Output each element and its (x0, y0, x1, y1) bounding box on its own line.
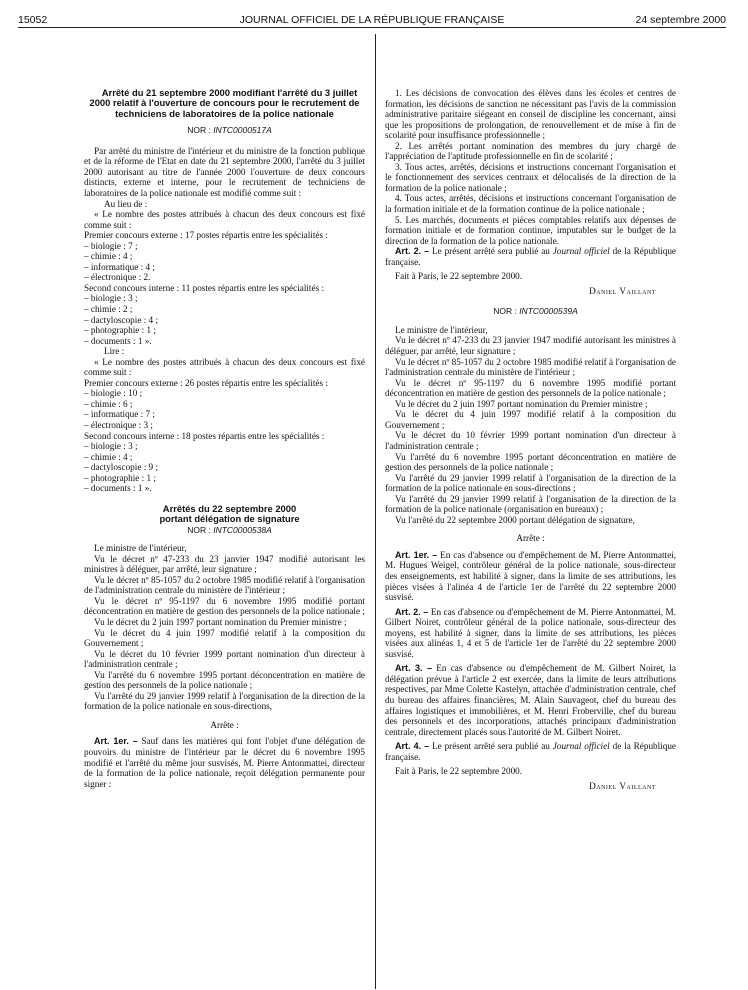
visa-item: Vu le décret du 2 juin 1997 portant nomination du Premier ministre ; (395, 398, 648, 409)
visa-item: Vu l'arrêté du 22 septembre 2000 portant délégation de signature, (395, 514, 635, 525)
article-1 (385, 550, 676, 603)
list-item: – dactyloscopie : 4 ; (84, 314, 158, 325)
article-label: Art. 2. – (395, 606, 429, 617)
list-item: – chimie : 6 ; (84, 398, 133, 409)
minister-line: Le ministre de l'intérieur, (395, 324, 488, 335)
article-text: de la République française. (385, 246, 677, 267)
internal-contest: Second concours interne : 11 postes répartis entre les spécialités : (84, 282, 324, 293)
nor-label: NOR : (187, 524, 214, 535)
minister-line: Le ministre de l'intérieur, (94, 543, 187, 554)
signature: Daniel Vaillant (589, 285, 656, 296)
list-item: – chimie : 4 ; (84, 451, 133, 462)
left-column (84, 88, 365, 789)
visa-item: Vu l'arrêté du 6 novembre 1995 portant déconcentration en matière de gestion des personnels de la police nationale ; (84, 669, 365, 691)
specialty-list (84, 388, 365, 430)
article-1 (84, 736, 365, 789)
delegation-item: 2. Les arrêtés portant nomination des membres du jury chargé de l'appréciation de l'aptitude professionnelle en fin de scolarité ; (385, 140, 676, 162)
journal-name: Journal officiel (552, 741, 610, 752)
delegation-item: 5. Les marchés, documents et pièces comptables relatifs aux dépenses de formation initiale et de formation continue, imputables sur le budget de la direction de la formation de la police nationale. (385, 214, 676, 246)
nor-reference (84, 125, 365, 136)
visa-list (84, 554, 365, 712)
delegation-item: 3. Tous actes, arrêtés, décisions et instructions concernant l'organisation et le fonctionnement des services centraux et délocalisés de la direction de la formation de la police nationale ; (385, 161, 676, 193)
article-3 (385, 663, 676, 737)
nor-code: INTC0000517A (213, 125, 272, 136)
nor-code: INTC0000538A (213, 524, 272, 535)
list-item: – dactyloscopie : 9 ; (84, 462, 158, 473)
decree-subtitle: portant délégation de signature (159, 513, 300, 525)
nor-label: NOR : (187, 125, 214, 136)
fait-line: Fait à Paris, le 22 septembre 2000. (395, 271, 523, 282)
column-divider (375, 34, 376, 989)
list-item: – documents : 1 ». (84, 335, 152, 346)
article-4 (385, 741, 676, 762)
decree-title: Arrêtés du 22 septembre 2000 (162, 502, 297, 514)
signature: Daniel Vaillant (589, 780, 656, 791)
nor-code: INTC0000539A (519, 306, 578, 317)
delegation-item: 1. Les décisions de convocation des élèves dans les écoles et centres de formation, les décisions de sanction ne nécessitant pas l'avis de la commission administrative paritaire siégeant en conseil de discipline les concernant, ainsi que les propositions de prolongation, de renouvellement et de mise à fin de scolarité pour insuffisance professionnelle ; (385, 88, 676, 141)
article-text: En cas d'absence ou d'empêchement de M. Gilbert Noiret, la délégation prévue à l'article 2 est exercée, dans la limite de leurs attributions respectives, par Mme Colette Kastelyn, attachée d'administration centrale, chef du bureau des affaires financières, M. Alain Sauvageot, chef du bureau des affaires logistiques et immobilières, et M. Henri Froberville, chef du bureau des personnels et des incorporations, attachés principaux d'administration centrale, directement placés sous l'autorité de M. Gilbert Noiret. (385, 663, 676, 737)
visa-item: Vu le décret nº 95-1197 du 6 novembre 1995 modifié portant déconcentration en matière de gestion des personnels de la police nationale ; (385, 377, 676, 399)
list-item: – biologie : 3 ; (84, 293, 138, 304)
visa-item: Vu le décret nº 95-1197 du 6 novembre 1995 modifié portant déconcentration en matière de gestion des personnels de la police nationale ; (84, 595, 365, 617)
list-item: – biologie : 7 ; (84, 240, 138, 251)
quote-paragraph: « Le nombre des postes attribués à chacun des deux concours est fixé comme suit : (84, 356, 365, 378)
visa-item: Vu le décret nº 85-1057 du 2 octobre 1985 modifié relatif à l'organisation de l'administration centrale du ministère de l'intérieur ; (84, 574, 365, 596)
quote-paragraph: « Le nombre des postes attribués à chacun des deux concours est fixé comme suit : (84, 209, 365, 230)
right-column (385, 88, 676, 791)
visa-item: Vu le décret nº 85-1057 du 2 octobre 1985 modifié relatif à l'organisation de l'administration centrale du ministère de l'intérieur ; (385, 356, 676, 378)
specialty-list (84, 293, 365, 346)
list-item: – informatique : 7 ; (84, 409, 155, 420)
issue-date: 24 septembre 2000 (635, 14, 726, 26)
article-2 (385, 246, 676, 267)
list-item: – photographie : 1 ; (84, 325, 156, 336)
list-item: – photographie : 1 ; (84, 472, 156, 483)
journal-name: Journal officiel (552, 246, 610, 257)
visa-item: Vu l'arrêté du 29 janvier 1999 relatif à l'organisation de la direction de la formation de la police nationale en sous-directions ; (385, 472, 676, 494)
arrete-label: Arrête : (210, 719, 239, 730)
visa-list (385, 335, 676, 525)
visa-item: Vu le décret nº 47-233 du 23 janvier 1947 modifié autorisant les ministres à déléguer, par arrêté, leur signature ; (385, 335, 676, 357)
lire-label: Lire : (104, 346, 125, 357)
list-item: – documents : 1 ». (84, 483, 152, 494)
article-label: Art. 1er. – (395, 549, 438, 560)
article-text: En cas d'absence ou d'empêchement de M. Pierre Antonmattei, M. Hugues Weigel, contrôleur général de la police nationale, sous-directeur des enseignements, est habilité à signer, dans la limite de ses attributions, les pièces visées à l'alinéa 4 de l'article 1er de l'arrêté du 22 septembre 2000 susvisé. (385, 549, 676, 603)
arrete-label: Arrête : (516, 533, 545, 544)
list-item: – biologie : 3 ; (84, 441, 138, 452)
fait-line: Fait à Paris, le 22 septembre 2000. (395, 766, 523, 777)
article-text: de la République française. (385, 741, 677, 762)
external-contest: Premier concours externe : 17 postes répartis entre les spécialités : (84, 230, 328, 241)
article-2 (385, 607, 676, 660)
nor-reference (84, 525, 365, 536)
visa-item: Vu le décret du 4 juin 1997 modifié relatif à la composition du Gouvernement ; (385, 409, 676, 430)
visa-item: Vu le décret du 2 juin 1997 portant nomination du Premier ministre ; (94, 617, 347, 627)
journal-title: JOURNAL OFFICIEL DE LA RÉPUBLIQUE FRANÇAISE (239, 14, 505, 26)
article-text: Le présent arrêté sera publié au (429, 246, 553, 257)
delegation-item: 4. Tous actes, arrêtés, décisions et instructions concernant l'organisation de la formation initiale et de la formation continue de la police nationale ; (385, 193, 676, 215)
visa-item: Vu le décret nº 47-233 du 23 janvier 1947 modifié autorisant les ministres à déléguer, par arrêté, leur signature ; (84, 553, 365, 575)
list-item: – chimie : 2 ; (84, 303, 133, 314)
article-text: Sauf dans les matières qui font l'objet d'une délégation de pouvoirs du ministre de l'intérieur par le décret du 6 novembre 1995 modifié et l'arrêté du même jour susvisés, M. Pierre Antonmattei, directeur de la formation de la police nationale, reçoit délégation permanente pour signer : (84, 736, 365, 789)
intro-paragraph: Par arrêté du ministre de l'intérieur et du ministre de la fonction publique et de la réforme de l'Etat en date du 21 septembre 2000, l'arrêté du 3 juillet 2000 autorisant au titre de l'année 2000 l'ouverture de deux concours distincts, externe et interne, pour le recrutement de techniciens de laboratoires de la police nationale est modifié comme suit : (84, 145, 365, 198)
visa-item: Vu l'arrêté du 6 novembre 1995 portant déconcentration en matière de gestion des personnels de la police nationale ; (385, 451, 676, 473)
list-item: – électronique : 2. (84, 272, 151, 283)
page-number: 15052 (18, 14, 48, 26)
article-label: Art. 3. – (395, 663, 432, 674)
visa-item: Vu l'arrêté du 29 janvier 1999 relatif à l'organisation de la direction de la formation de la police nationale en sous-directions, (84, 690, 365, 712)
specialty-list (84, 241, 365, 283)
list-item: – chimie : 4 ; (84, 251, 133, 262)
article-text: En cas d'absence ou d'empêchement de M. Pierre Antonmattei, M. Gilbert Noiret, contrôleur général de la police nationale, sous-directeur des moyens, est habilité à signer, dans la limite de ses attributions, les pièces visées aux alinéas 1, 4 et 5 de l'article 1er de l'arrêté du 22 septembre 2000 susvisé. (385, 606, 676, 659)
article-label: Art. 4. – (395, 741, 430, 752)
header-rule (18, 27, 726, 28)
specialty-list (84, 441, 365, 494)
external-contest: Premier concours externe : 26 postes répartis entre les spécialités : (84, 377, 328, 388)
au-lieu-label: Au lieu de : (104, 198, 148, 209)
nor-label: NOR : (493, 306, 520, 317)
article-label: Art. 1er. – (94, 736, 138, 747)
nor-reference (385, 306, 676, 317)
internal-contest: Second concours interne : 18 postes répartis entre les spécialités : (84, 430, 325, 441)
list-item: – biologie : 10 ; (84, 388, 143, 399)
visa-item: Vu le décret du 10 février 1999 portant nomination d'un directeur à l'administration centrale ; (84, 648, 365, 670)
list-item: – électronique : 3 ; (84, 419, 153, 430)
visa-item: Vu le décret du 10 février 1999 portant nomination d'un directeur à l'administration centrale ; (385, 430, 676, 451)
decree-title: Arrêté du 21 septembre 2000 modifiant l'arrêté du 3 juillet 2000 relatif à l'ouverture de concours pour le recrutement de techniciens de laboratoires de la police nationale (89, 87, 360, 119)
list-item: – informatique : 4 ; (84, 261, 155, 272)
article-text: Le présent arrêté sera publié au (429, 741, 553, 752)
delegation-items (385, 88, 676, 246)
visa-item: Vu le décret du 4 juin 1997 modifié relatif à la composition du Gouvernement ; (84, 627, 365, 649)
article-label: Art. 2. – (395, 246, 430, 257)
visa-item: Vu l'arrêté du 29 janvier 1999 relatif à l'organisation de la direction de la formation de la police nationale (organisation en bureaux) ; (385, 493, 676, 515)
